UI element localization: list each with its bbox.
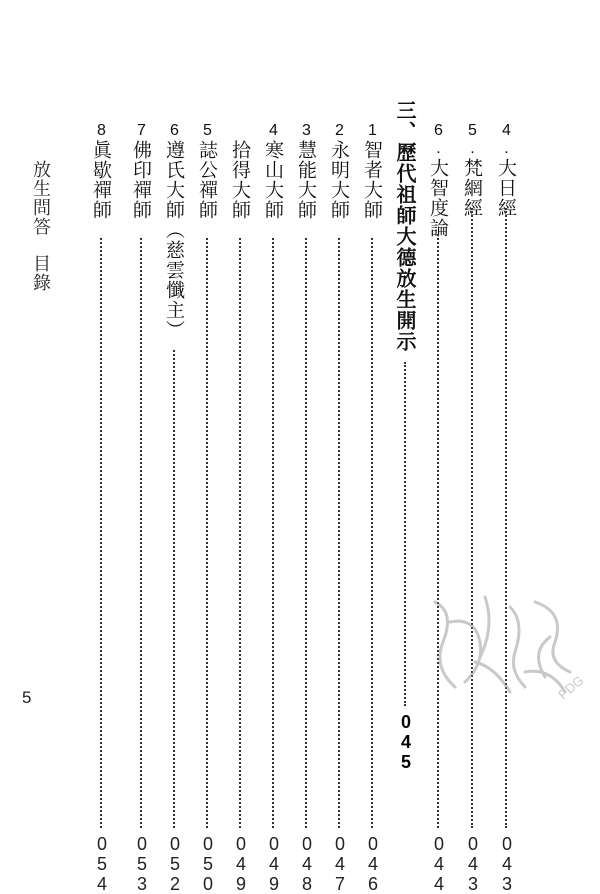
page-ref: 045 bbox=[396, 712, 416, 772]
book-title: 放生問答 bbox=[30, 160, 51, 236]
entry-title: 8眞歇禪師 bbox=[90, 122, 112, 220]
dot-leader bbox=[140, 238, 142, 828]
page-ref: 050 bbox=[198, 834, 218, 894]
entry-title: 4.大日經 bbox=[495, 122, 517, 218]
entry-number: 8 bbox=[93, 122, 110, 140]
dot-leader bbox=[471, 208, 473, 828]
toc-entry-shide[interactable] bbox=[228, 140, 254, 894]
dot-leader bbox=[338, 238, 340, 828]
page-ref: 043 bbox=[463, 834, 483, 894]
page-ref: 044 bbox=[429, 834, 449, 894]
entry-title: 1智者大師 bbox=[361, 122, 383, 220]
entry-title: 7佛印禪師 bbox=[130, 122, 152, 220]
toc-entry-huineng[interactable] bbox=[294, 122, 320, 894]
dot-leader bbox=[239, 238, 241, 828]
entry-title: 5.梵網經 bbox=[461, 122, 483, 218]
toc-entry-zhenxie[interactable] bbox=[89, 122, 115, 894]
toc-entry-zunshi[interactable] bbox=[162, 122, 188, 894]
entry-number: 5 bbox=[199, 122, 216, 140]
toc-entry-zhizhe[interactable] bbox=[360, 122, 386, 894]
page-number: 5 bbox=[22, 688, 32, 707]
toc-section-heading[interactable] bbox=[393, 100, 419, 772]
page-ref: 049 bbox=[264, 834, 284, 894]
entry-number: 6. bbox=[430, 122, 447, 158]
page-ref: 049 bbox=[231, 834, 251, 894]
page-ref: 052 bbox=[165, 834, 185, 894]
section-label: 目錄 bbox=[30, 254, 51, 292]
page-ref: 054 bbox=[92, 834, 112, 894]
entry-title: 6.大智度論 bbox=[427, 122, 449, 238]
toc-entry-fanwang-jing[interactable] bbox=[460, 122, 486, 894]
page-ref: 043 bbox=[497, 834, 517, 894]
toc-entry-hanshan[interactable] bbox=[261, 122, 287, 894]
entry-number: 1 bbox=[364, 122, 381, 140]
entry-title: 5誌公禪師 bbox=[196, 122, 218, 220]
entry-number: 6 bbox=[166, 122, 183, 140]
page-ref: 046 bbox=[363, 834, 383, 894]
page-ref: 048 bbox=[297, 834, 317, 894]
dot-leader bbox=[305, 238, 307, 828]
dot-leader bbox=[404, 362, 406, 706]
section-number: 三、 bbox=[393, 100, 417, 142]
toc-entry-dari-jing[interactable] bbox=[494, 122, 520, 894]
entry-number: 2 bbox=[331, 122, 348, 140]
dot-leader bbox=[371, 238, 373, 828]
entry-title: 4寒山大師 bbox=[262, 122, 284, 220]
dot-leader bbox=[173, 350, 175, 828]
entry-title: 3慧能大師 bbox=[295, 122, 317, 220]
entry-title: 拾得大師 bbox=[229, 140, 251, 220]
toc-entry-foyin[interactable] bbox=[129, 122, 155, 894]
dot-leader bbox=[437, 234, 439, 828]
stamp-text: PDG bbox=[555, 672, 587, 703]
page-ref: 047 bbox=[330, 834, 350, 894]
toc-entry-zhigong[interactable] bbox=[195, 122, 221, 894]
section-title: 三、歷代祖師大德放生開示 bbox=[393, 100, 417, 352]
page-ref: 053 bbox=[132, 834, 152, 894]
dot-leader bbox=[206, 238, 208, 828]
entry-number: 7 bbox=[133, 122, 150, 140]
entry-number: 3 bbox=[298, 122, 315, 140]
toc-entry-dazhidu-lun[interactable] bbox=[426, 122, 452, 894]
entry-number: 5. bbox=[464, 122, 481, 158]
dot-leader bbox=[272, 238, 274, 828]
toc-entry-yongming[interactable] bbox=[327, 122, 353, 894]
entry-number: 4. bbox=[498, 122, 515, 158]
entry-title: 2永明大師 bbox=[328, 122, 350, 220]
dot-leader bbox=[100, 238, 102, 828]
running-header bbox=[29, 160, 51, 292]
entry-number: 4 bbox=[265, 122, 282, 140]
entry-title: 6遵氏大師（慈雲懺主） bbox=[163, 122, 185, 340]
dot-leader bbox=[505, 208, 507, 828]
